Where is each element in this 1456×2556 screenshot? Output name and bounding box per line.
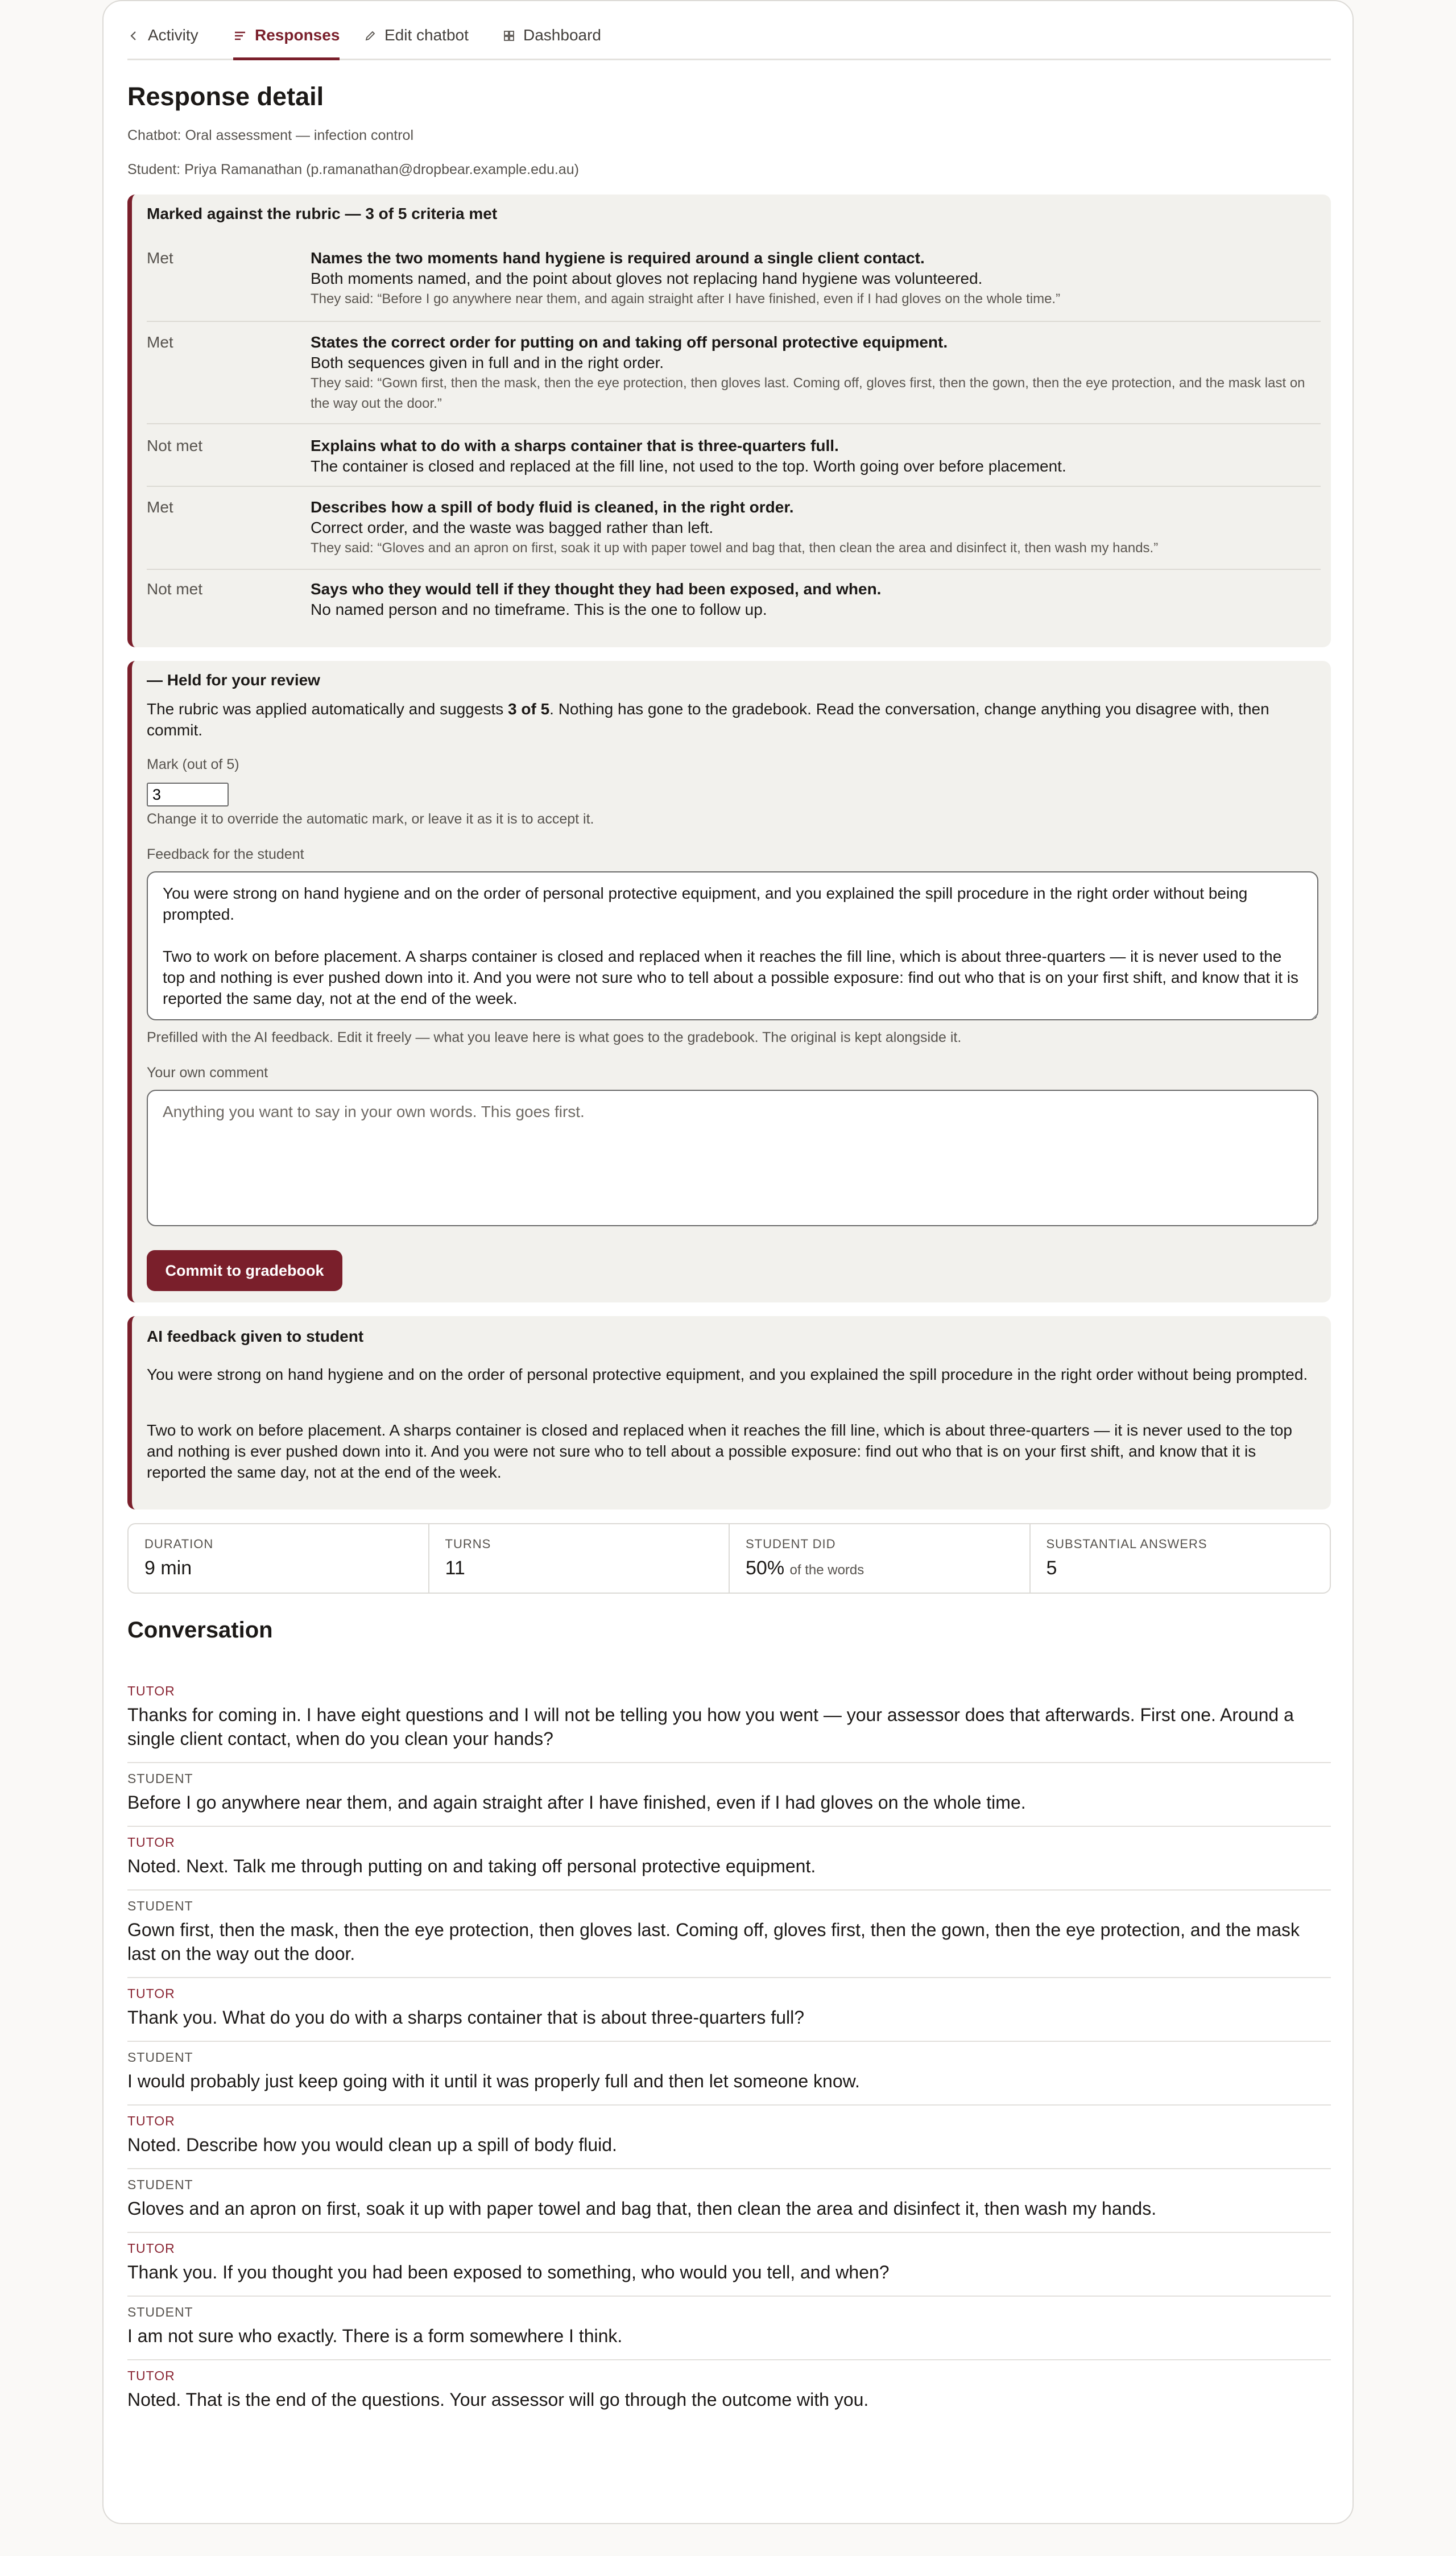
tab-responses-label: Responses — [255, 26, 340, 44]
message — [127, 1978, 1331, 2042]
ai-feedback-paragraph: Two to work on before placement. A sharps container is closed and replaced when it reaches the fill line, which is about three-quarters — it is never used to the top and nothing is ever pushed down into it. And you were not sure who to tell about a possible exposure: find out who that is on your first shift, and know that it is reported the same day, not at the end of the week. — [147, 1421, 1292, 1481]
feedback-label: Feedback for the student — [147, 846, 304, 862]
stat-label: SUBSTANTIAL ANSWERS — [1046, 1537, 1207, 1551]
ai-feedback-paragraph: You were strong on hand hygiene and on the order of personal protective equipment, and you explained the spill procedure in the right order without being prompted. — [147, 1366, 1308, 1383]
message — [127, 2042, 1331, 2106]
message — [127, 1676, 1331, 1763]
message-role: TUTOR — [127, 2241, 175, 2256]
criterion-heading: Describes how a spill of body fluid is cleaned, in the right order. — [311, 498, 794, 516]
page-title: Response detail — [127, 82, 324, 111]
message — [127, 1763, 1331, 1827]
criterion-body — [311, 436, 1317, 477]
rubric-panel — [127, 195, 1331, 647]
criterion-note: The container is closed and replaced at the fill line, not used to the top. Worth going over before placement. — [311, 457, 1066, 475]
nav-activity[interactable] — [127, 26, 198, 60]
criterion-status: Met — [147, 498, 173, 516]
stat-duration — [129, 1524, 428, 1593]
commit-button[interactable]: Commit to gradebook — [147, 1250, 342, 1291]
review-intro-score: 3 of 5 — [508, 700, 550, 718]
feedback-textarea[interactable] — [147, 871, 1318, 1020]
criterion-row — [147, 242, 1321, 325]
criterion-note: Correct order, and the waste was bagged rather than left. — [311, 519, 714, 536]
message-text: Before I go anywhere near them, and again straight after I have finished, even if I had gloves on the whole time. — [127, 1792, 1026, 1813]
criterion-quote: They said: “Gown first, then the mask, then the eye protection, then gloves last. Coming off, gloves first, then the gown, then the eye protection, and the mask last on the way out the door.” — [311, 375, 1305, 411]
stat-value: 9 min — [144, 1557, 192, 1579]
message-role: STUDENT — [127, 2177, 193, 2192]
comment-label: Your own comment — [147, 1065, 268, 1081]
top-nav — [127, 1, 1331, 60]
message-text: Thank you. If you thought you had been exposed to something, who would you tell, and when? — [127, 2262, 890, 2282]
criterion-status: Met — [147, 249, 173, 267]
criterion-heading: Says who they would tell if they thought they had been exposed, and when. — [311, 580, 882, 598]
conversation-title: Conversation — [127, 1618, 273, 1643]
message-text: Gown first, then the mask, then the eye protection, then gloves last. Coming off, gloves first, then the gown, then the eye protection, and the mask last on the way out the door. — [127, 1920, 1300, 1964]
message-text: Thank you. What do you do with a sharps container that is about three-quarters full? — [127, 2007, 804, 2028]
review-intro — [147, 698, 1313, 741]
stat-label: STUDENT DID — [746, 1537, 836, 1551]
rubric-title: Marked against the rubric — 3 of 5 criteria met — [147, 205, 498, 222]
message-role: TUTOR — [127, 2114, 175, 2128]
pencil-icon — [364, 30, 377, 42]
conversation-list — [127, 1676, 1331, 2423]
message-role: STUDENT — [127, 1771, 193, 1786]
stats-bar — [127, 1523, 1331, 1594]
criterion-row — [147, 569, 1321, 637]
tab-edit-label: Edit chatbot — [384, 26, 469, 44]
message-text: I would probably just keep going with it until it was properly full and then let someone know. — [127, 2071, 860, 2091]
criterion-quote: They said: “Gloves and an apron on first, soak it up with paper towel and bag that, then clean the area and disinfect it, then wash my hands.” — [311, 540, 1159, 556]
message — [127, 1891, 1331, 1978]
chatbot-meta: Chatbot: Oral assessment — infection control — [127, 127, 414, 143]
message — [127, 2106, 1331, 2169]
criterion-note: Both sequences given in full and in the right order. — [311, 354, 664, 371]
ai-feedback-panel — [127, 1316, 1331, 1509]
stat-value: 11 — [445, 1557, 465, 1579]
message-text: Gloves and an apron on first, soak it up with paper towel and bag that, then clean the area and disinfect it, then wash my hands. — [127, 2198, 1157, 2219]
stat-substantial — [1029, 1524, 1330, 1593]
message-text: I am not sure who exactly. There is a form somewhere I think. — [127, 2326, 623, 2346]
tab-responses[interactable] — [233, 26, 340, 60]
chevron-left-icon — [127, 30, 140, 42]
comment-textarea[interactable] — [147, 1090, 1318, 1226]
message-role: STUDENT — [127, 2050, 193, 2065]
message-text: Noted. Describe how you would clean up a spill of body fluid. — [127, 2135, 617, 2155]
message-role: STUDENT — [127, 1899, 193, 1913]
message-text: Noted. That is the end of the questions. Your assessor will go through the outcome with you. — [127, 2389, 869, 2410]
stat-student-did — [729, 1524, 1029, 1593]
message-text: Thanks for coming in. I have eight questions and I will not be telling you how you went — your assessor does that afterwards. First one. Around a single client contact, when do you clean your hands? — [127, 1705, 1294, 1749]
stat-label: DURATION — [144, 1537, 214, 1551]
criterion-row — [147, 486, 1321, 569]
content — [127, 1, 1331, 2410]
criterion-status: Not met — [147, 580, 203, 598]
stat-number: 50% — [746, 1557, 785, 1579]
mark-label: Mark (out of 5) — [147, 756, 239, 772]
list-icon — [233, 30, 247, 42]
criterion-body — [311, 497, 1317, 559]
message — [127, 2297, 1331, 2360]
stat-value: 5 — [1046, 1557, 1057, 1579]
message-role: TUTOR — [127, 1986, 175, 2001]
criterion-heading: Explains what to do with a sharps container that is three-quarters full. — [311, 437, 839, 454]
tab-dashboard[interactable] — [503, 26, 601, 60]
criterion-heading: States the correct order for putting on and taking off personal protective equipment. — [311, 333, 948, 351]
message-role: TUTOR — [127, 1835, 175, 1850]
criterion-body — [311, 579, 1317, 620]
criterion-body — [311, 248, 1317, 309]
message-role: STUDENT — [127, 2305, 193, 2319]
mark-help: Change it to override the automatic mark, or leave it as it is to accept it. — [147, 811, 594, 827]
feedback-help: Prefilled with the AI feedback. Edit it freely — what you leave here is what goes to the gradebook. The original is kept alongside it. — [147, 1029, 962, 1045]
stat-label: TURNS — [445, 1537, 491, 1551]
ai-feedback-title: AI feedback given to student — [147, 1327, 364, 1345]
review-title: — Held for your review — [147, 671, 320, 689]
message — [127, 2169, 1331, 2233]
criterion-note: Both moments named, and the point about gloves not replacing hand hygiene was volunteered. — [311, 270, 983, 287]
message — [127, 2233, 1331, 2297]
tab-edit-chatbot[interactable] — [364, 26, 469, 60]
review-panel — [127, 661, 1331, 1302]
review-intro-end: . Nothing has gone to the gradebook. Read the conversation, change anything you disagree with, then commit. — [147, 700, 1269, 739]
criterion-row — [147, 321, 1321, 424]
student-meta: Student: Priya Ramanathan (p.ramanathan@dropbear.example.edu.au) — [127, 162, 579, 177]
criterion-row — [147, 423, 1321, 486]
message — [127, 1827, 1331, 1891]
criterion-quote: They said: “Before I go anywhere near them, and again straight after I have finished, even if I had gloves on the whole time.” — [311, 291, 1061, 307]
message — [127, 2360, 1331, 2423]
criterion-note: No named person and no timeframe. This is the one to follow up. — [311, 601, 767, 618]
stat-value — [746, 1557, 864, 1579]
criterion-body — [311, 332, 1317, 414]
criterion-status: Met — [147, 333, 173, 351]
main-card — [102, 0, 1354, 2524]
mark-input[interactable] — [147, 783, 229, 806]
review-intro-start: The rubric was applied automatically and suggests — [147, 700, 508, 718]
criterion-heading: Names the two moments hand hygiene is required around a single client contact. — [311, 249, 925, 267]
grid-icon — [503, 30, 515, 42]
criterion-status: Not met — [147, 437, 203, 454]
tab-dashboard-label: Dashboard — [523, 26, 601, 44]
message-role: TUTOR — [127, 1684, 175, 1698]
message-role: TUTOR — [127, 2368, 175, 2383]
stat-turns — [428, 1524, 729, 1593]
message-text: Noted. Next. Talk me through putting on and taking off personal protective equipment. — [127, 1856, 816, 1876]
nav-activity-label: Activity — [148, 26, 198, 44]
stat-suffix: of the words — [789, 1562, 864, 1578]
